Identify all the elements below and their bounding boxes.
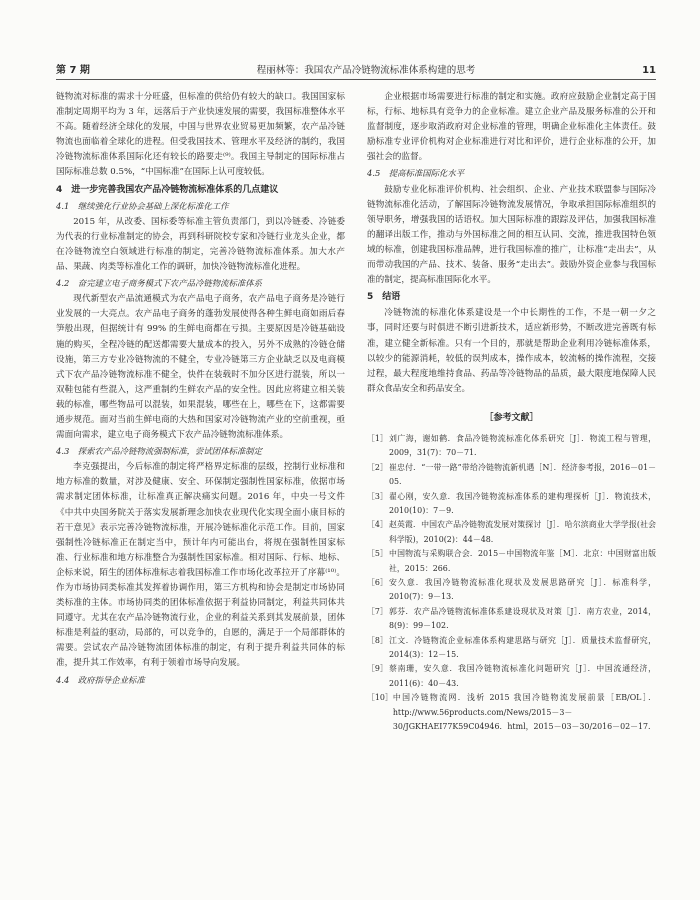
reference-text: 中国物流与采购联合会．2015－中国物流年鉴［M］．北京：中国财富出版社，2015：266. xyxy=(389,549,656,573)
reference-text: 中国冷链物流网．浅析 2015 我国冷链物流发展前景［EB/OL］．http://www.56products.com/News/2015－3－30/JGKHAEI77K59C04946．html，2015－03－30/2016－02－17. xyxy=(392,693,656,732)
references-heading: ［参考文献］ xyxy=(484,412,539,423)
subsection-heading: 4.2 奋完建立电子商务模式下农产品冷链物流标准体系 xyxy=(56,278,262,289)
reference-text: 安久意．我国冷链物流标准化现状及发展思路研究［J］．标准科学，2010(7)：9－13. xyxy=(389,578,656,602)
reference-text: 赵英霞．中国农产品冷链物流发展对策探讨［J］．哈尔滨商业大学学报(社会科学版)，2010(2)：44－48. xyxy=(389,520,656,544)
reference-item xyxy=(367,662,656,691)
subsection-heading: 4.3 探索农产品冷链物流强制标准，尝试团体标准制定 xyxy=(56,446,262,457)
left-column xyxy=(56,90,345,870)
section-heading: 5 结语 xyxy=(367,292,401,303)
paragraph: 链物流对标准的需求十分旺盛，但标准的供给仍有较大的缺口。我国国家标准制定周期平均为 3 年，远落后于产业快速发展的需要，我国标准整体水平不高。随着经济全球化的发展，中国与世界农业贸易更加频繁，农产品冷链物流也面临着全球化的进程。但受我国技术、管理水平及经济的制约，我国冷链物流标准体系国际化还有较长的路要走⁽⁹⁾。我国主导制定的国际标准占国际标准总数 0.5%，“中国标准”在国际上认可度较低。 xyxy=(56,92,345,178)
running-title: 程丽林等：我国农产品冷链物流标准体系构建的思考 xyxy=(256,65,476,76)
paragraph: 企业根据市场需要进行标准的制定和实施。政府应鼓励企业制定高于国标，行标、地标具有竞争力的企业标准。建立企业产品及服务标准的公开和监督制度，逐步取消政府对企业标准的管理，明确企业标准化主体责任。鼓励标准专业评价机构对企业标准进行对比和评价，进行企业标准的公开，加强社会的监督。 xyxy=(367,92,656,163)
reference-item xyxy=(367,634,656,663)
reference-text: 崔忠付．“一带一路”带给冷链物流新机遇［N］．经济参考报，2016－01－05. xyxy=(389,462,656,487)
right-column xyxy=(367,90,656,870)
issue-number: 第 7 期 xyxy=(56,65,90,76)
reference-number: ［8］ xyxy=(367,635,388,645)
reference-item xyxy=(367,576,656,605)
reference-number: ［5］ xyxy=(367,549,388,559)
paragraph: 鼓励专业化标准评价机构、社会组织、企业、产业技术联盟参与国际冷链物流标准化活动，了解国际冷链物流发展情况，争取承担国际标准组织的领导职务，增强我国的话语权。加大国际标准的跟踪及评估，加强我国标准的翻译出版工作，推动与外国标准之间的相互认同、交流，推进我国特色领域的标准，创建我国标准品牌，进行我国标准的推广，让标准“走出去”，从而带动我国的产品、技术、装备、服务“走出去”。鼓励外资企业参与我国标准的制定，提高标准国际化水平。 xyxy=(367,184,656,286)
running-header xyxy=(56,56,656,80)
reference-item xyxy=(367,605,656,634)
subsection-heading: 4.4 政府指导企业标准 xyxy=(56,674,145,685)
reference-item xyxy=(367,432,656,461)
reference-text: 郭芬．农产品冷链物流标准体系建设现状及对策［J］．南方农业，2014，8(9)：99－102. xyxy=(389,606,656,631)
reference-text: 江文．冷链物流企业标准体系构建思路与研究［J］．质量技术监督研究，2014(3)：12－15. xyxy=(389,635,656,660)
paragraph: 现代新型农产品流通模式为农产品电子商务，农产品电子商务是冷链行业发展的一大亮点。农产品电子商务的蓬勃发展使得各种生鲜电商如雨后春笋般出现，但据统计有 99% 的生鲜电商都在亏损。主要原因是冷链基础设施的购买，全程冷链的配送都需要大量成本的投入，另外不成熟的冷链仓储设施，第三方专业冷链物流的不健全，专业冷链第三方企业缺乏以及电商模式下农产品冷链物流标准不健全，快件在装载时不加分区进行混装，所以一双鞋包能有些混入，这严重制约生鲜农产品的安全性。因此应将建立相关装载的标准，哪些物品可以混装，如果混装，哪些在上，哪些在下，这都需要通步规范。面对当前生鲜电商的大热和国家对冷链物流产业的空前重视，亟需面向需求，建立电子商务模式下农产品冷链物流标准体系。 xyxy=(56,294,345,441)
section-heading: 4 进一步完善我国农产品冷链物流标准体系的几点建议 xyxy=(56,184,279,195)
reference-text: 刘广海，谢如鹤．食品冷链物流标准化体系研究［J］．物流工程与管理，2009，31(7)：70－71. xyxy=(389,433,656,458)
reference-number: ［6］ xyxy=(367,578,388,588)
reference-number: ［9］ xyxy=(367,664,388,674)
reference-number: ［10］ xyxy=(367,693,393,703)
reference-item xyxy=(367,461,656,490)
paragraph: 冷链物流的标准化体系建设是一个中长期性的工作，不是一朝一夕之事，同时还要与时俱进不断引进新技术，适应新形势，不断改进完善既有标准，建立健全新标准。只有一个目的，那就是帮助企业利用冷链标准体系，以较少的能源消耗，较低的误判成本，操作成本，较流畅的操作流程，交接过程，最大程度地维持食品、药品等冷链物品的品质，最大限度地保障人民群众食品安全和药品安全。 xyxy=(367,308,656,394)
reference-number: ［1］ xyxy=(367,433,388,443)
paragraph: 2015 年，从改委、国标委等标准主管负责部门，到以冷链委、冷链委为代表的行业标准制定的协会，再到科研院校专家和冷链行业龙头企业，都在冷链物流空白领域进行标准的制定，完善冷链物流标准体系。加大水产品、果蔬、肉类等标准化工作的调研，加快冷链物流标准化进程。 xyxy=(56,216,345,273)
reference-item xyxy=(367,518,656,547)
reference-item xyxy=(367,490,656,519)
reference-number: ［7］ xyxy=(367,606,388,616)
reference-item xyxy=(367,547,656,576)
reference-item xyxy=(367,691,656,734)
reference-number: ［4］ xyxy=(367,520,388,530)
subsection-heading: 4.5 提高标准国际化水平 xyxy=(367,168,465,179)
two-column-body xyxy=(56,90,656,870)
reference-number: ［2］ xyxy=(367,462,388,472)
reference-list xyxy=(367,432,656,735)
reference-text: 蔡南珊，安久意．我国冷链物流标准化问题研究［J］．中国流通经济，2011(6)：40－43. xyxy=(389,664,656,688)
paragraph: 李克强提出，今后标准的制定将严格界定标准的层级，控制行业标准和地方标准的数量，对涉及健康、安全、环保制定强制性国家标准，依据市场需求制定团体标准，让标准真正解决痛实问题。2016 年，中央一号文件《中共中央国务院关于落实发展新理念加快农业现代化实现全面小康目标的若干意见》表示完善冷链物流标准，开展冷链标准化示范工作。目前，国家强制性冷链标准正在制定当中，预计年内可能出台，将规在强制性国家标准、行业标准和地方标准整合为强制性国家标准。相对国际、行标、地标、企标来说，陌生的团体标准标志着我国标准工作市场化改革拉开了序幕⁽¹⁰⁾。作为市场协同类标准其发挥着协调作用，第三方机构和协会是制定市场协同类标准的主体。市场协同类的团体标准依据于利益协同制定，利益共同体共同遵守。尤其在农产品冷链物流行业，企业的利益关系到其发展前景，团体标准是利益的驱动，局部的，可以竞争的，自愿的，满足于一个局部群体的需要。尝试农产品冷链物流团体标准的制定，有利于提升利益共同体的标准，提升其工作效率，有利于领着市场导向发展。 xyxy=(56,462,345,669)
reference-text: 翟心刚，安久意．我国冷链物流标准体系的建构理探析［J］．物流技术，2010(10)：7－9. xyxy=(389,491,656,515)
page-number: 11 xyxy=(642,65,656,76)
reference-number: ［3］ xyxy=(367,491,388,501)
subsection-heading: 4.1 继续強化行业协会基础上深化标准化工作 xyxy=(56,200,229,211)
